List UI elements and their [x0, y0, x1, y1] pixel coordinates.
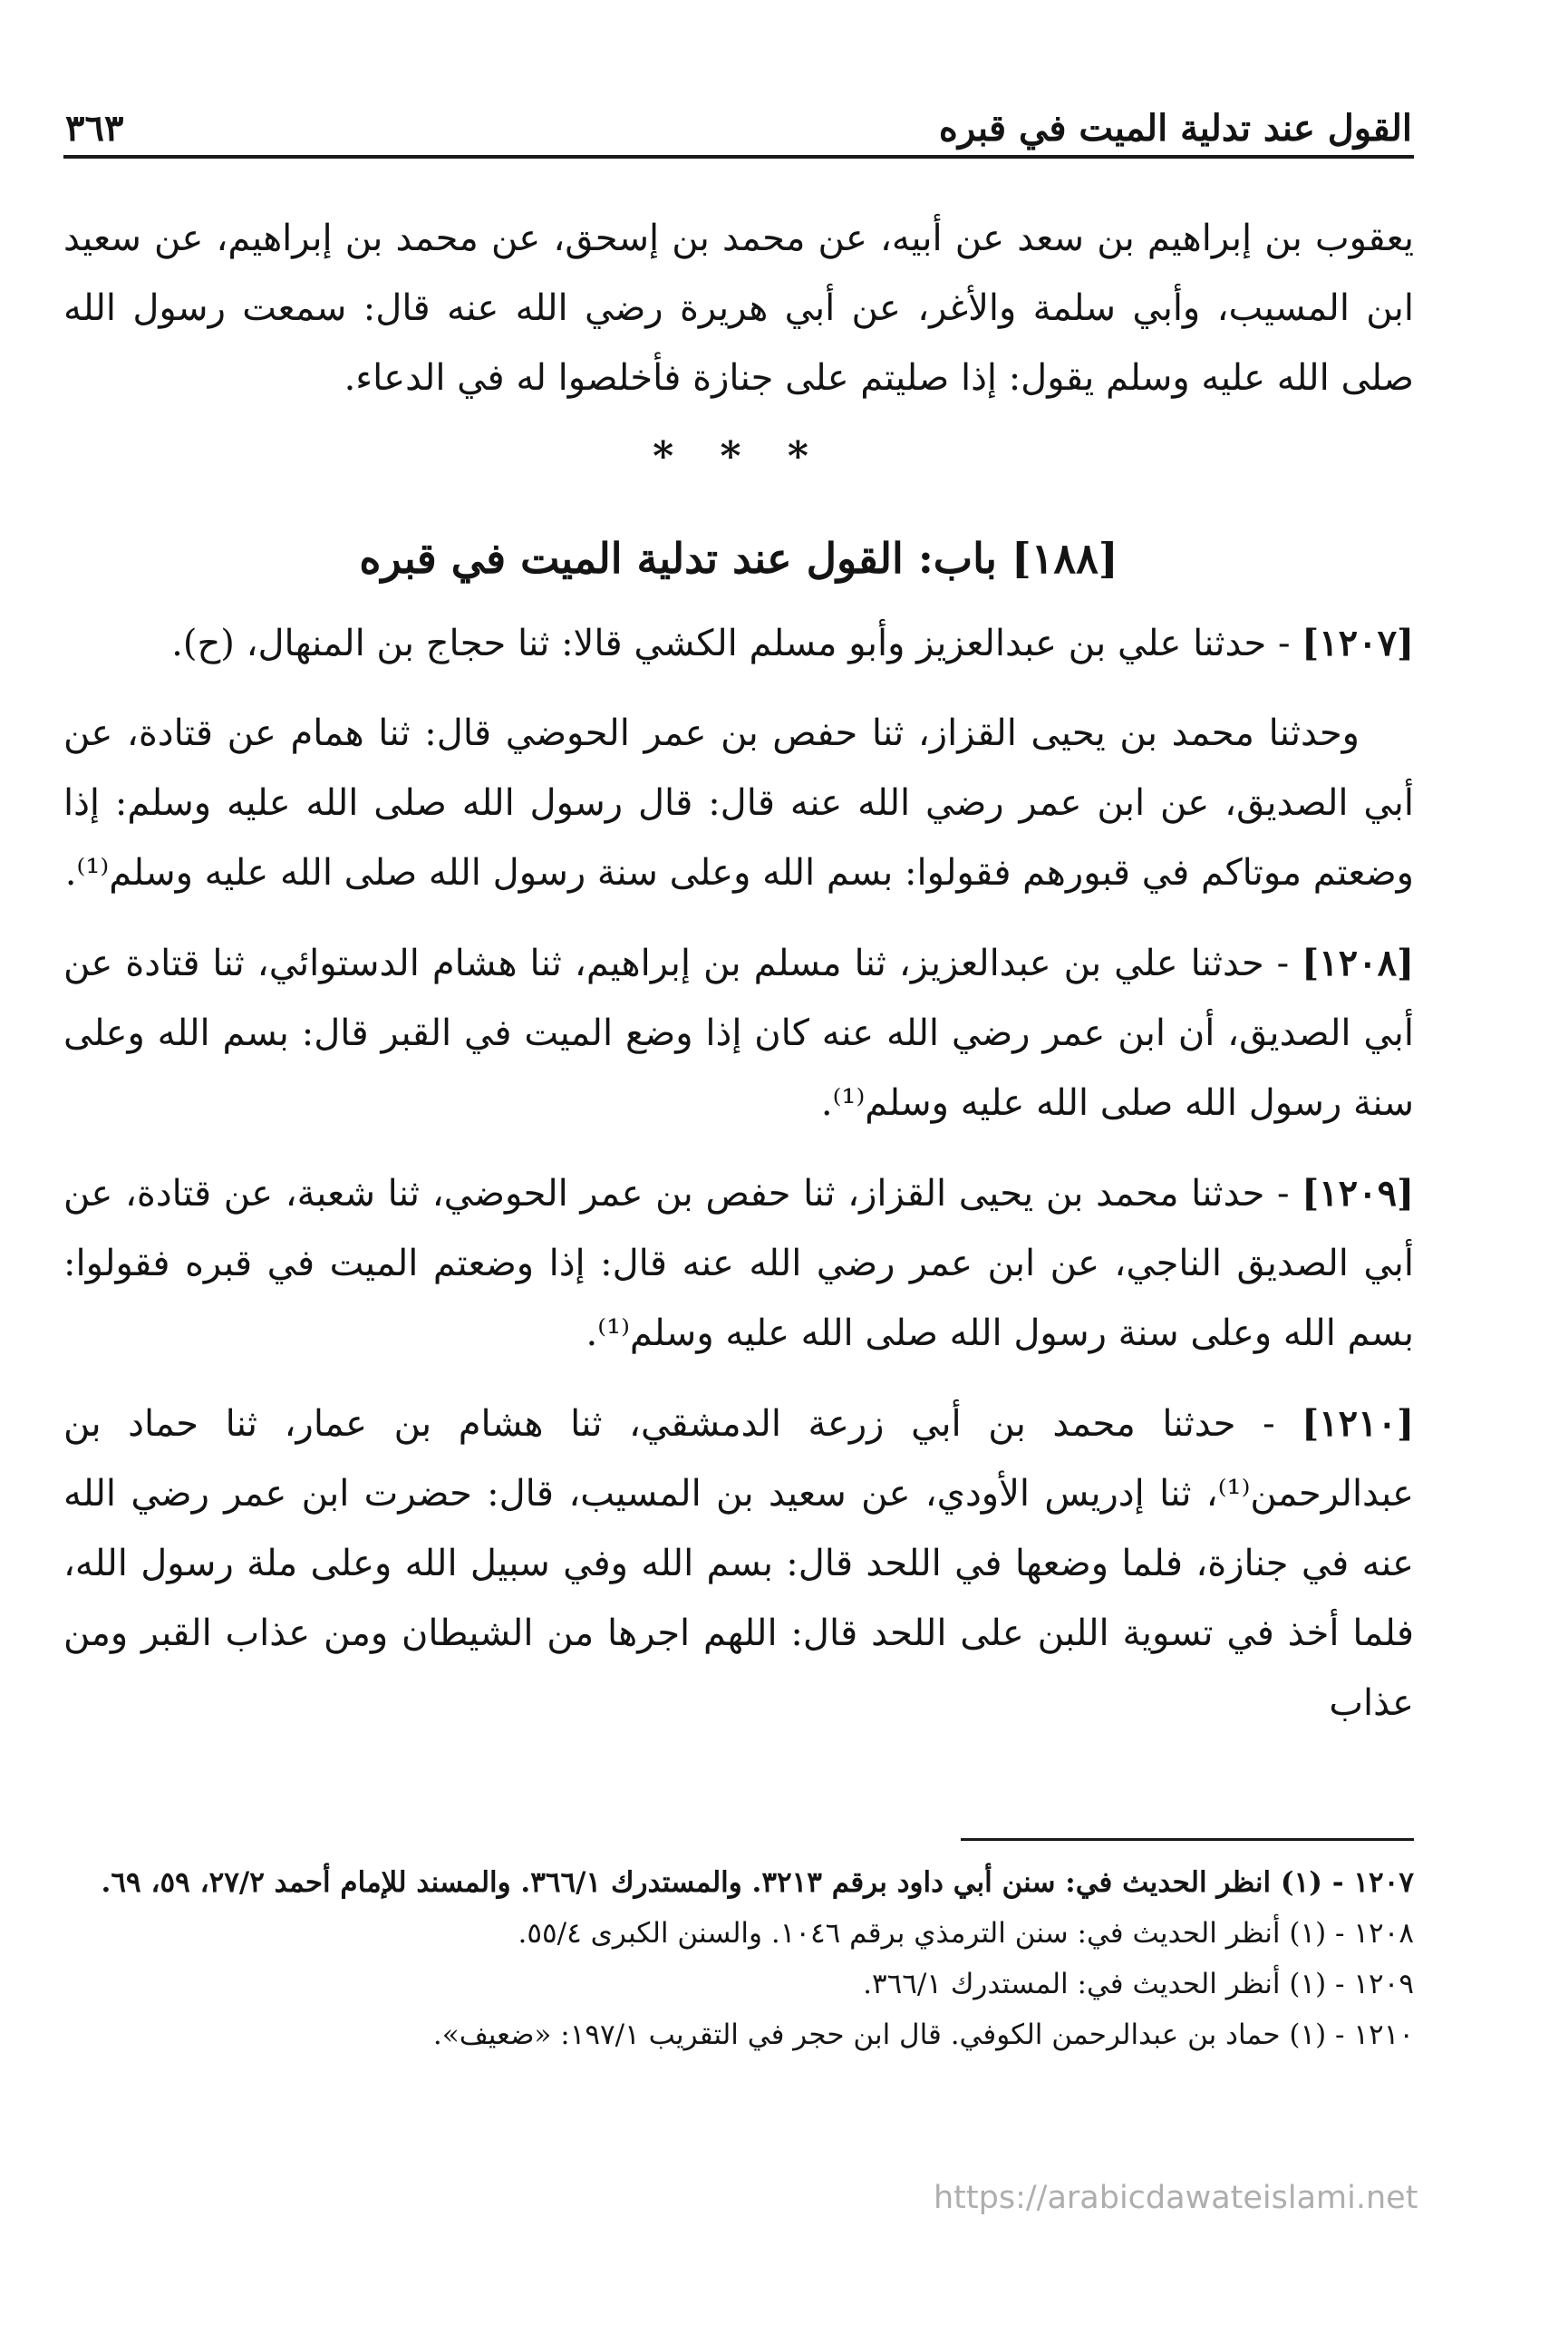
- running-title: القول عند تدلية الميت في قبره: [938, 107, 1412, 150]
- hadith-number: [١٢٠٨]: [1302, 942, 1414, 984]
- hadith-number: [١٢٠٩]: [1302, 1172, 1414, 1215]
- hadith-text: - حدثنا محمد بن يحيى القزاز، ثنا حفص بن عمر الحوضي، ثنا شعبة، عن قتادة، عن أبي الصديق الناجي، عن ابن عمر رضي الله عنه قال: إذا وضعتم الميت في قبره فقولوا: بسم الله وعلى سنة رسول الله صلى الله عليه وسلم⁽¹⁾.: [63, 1173, 1414, 1354]
- footnotes: [63, 1857, 1414, 2060]
- footnote-divider: [961, 1838, 1414, 1841]
- running-header: [63, 86, 1414, 159]
- hadith-text: - حدثنا علي بن عبدالعزيز وأبو مسلم الكشي قالا: ثنا حجاج بن المنهال، (ح).: [171, 623, 1291, 664]
- hadith-number: [١٢٠٧]: [1302, 622, 1414, 664]
- footnote-1208: ١٢٠٨ - (١) أنظر الحديث في: سنن الترمذي برقم ١٠٤٦. والسنن الكبرى ٥٥/٤.: [518, 1917, 1414, 1950]
- chapter-heading: [١٨٨] باب: القول عند تدلية الميت في قبره: [359, 534, 1118, 583]
- hadith-text: وحدثنا محمد بن يحيى القزاز، ثنا حفص بن عمر الحوضي قال: ثنا همام عن قتادة، عن أبي الصديق، عن ابن عمر رضي الله عنه قال: قال رسول الله صلى الله عليه وسلم: إذا وضعتم موتاكم في قبورهم فقولوا: بسم الله وعلى سنة رسول الله صلى الله عليه وسلم⁽¹⁾.: [63, 712, 1414, 894]
- hadith-1207: [63, 608, 1414, 679]
- hadith-text: - حدثنا محمد بن أبي زرعة الدمشقي، ثنا هشام بن عمار، ثنا حماد بن عبدالرحمن⁽¹⁾، ثنا إدريس الأودي، عن سعيد بن المسيب، قال: حضرت ابن عمر رضي الله عنه في جنازة، فلما وضعها في اللحد قال: بسم الله وفي سبيل الله وعلى ملة رسول الله، فلما أخذ في تسوية اللبن على اللحد قال: اللهم اجرها من الشيطان ومن عذاب القبر ومن عذاب: [63, 1403, 1414, 1724]
- hadith-1208: [63, 928, 1414, 1138]
- intro-paragraph: يعقوب بن إبراهيم بن سعد عن أبيه، عن محمد بن إسحق، عن محمد بن إبراهيم، عن سعيد ابن المسيب، وأبي سلمة والأغر، عن أبي هريرة رضي الله عنه قال: سمعت رسول الله صلى الله عليه وسلم يقول: إذا صليتم على جنازة فأخلصوا له في الدعاء.: [63, 218, 1414, 399]
- hadith-1207-continued: [63, 699, 1414, 908]
- hadith-1210: [63, 1389, 1414, 1738]
- hadith-1209: [63, 1158, 1414, 1369]
- hadith-number: [١٢١٠]: [1302, 1402, 1414, 1445]
- book-page: [63, 86, 1414, 2060]
- footnote-1207: ١٢٠٧ - (١) انظر الحديث في: سنن أبي داود برقم ٣٢١٣. والمستدرك ٣٦٦/١. والمسند للإمام أحمد ٢٧/٢، ٥٩، ٦٩.: [101, 1866, 1414, 1899]
- hadith-text: - حدثنا علي بن عبدالعزيز، ثنا مسلم بن إبراهيم، ثنا هشام الدستوائي، ثنا قتادة عن أبي الصديق، أن ابن عمر رضي الله عنه كان إذا وضع الميت في القبر قال: بسم الله وعلى سنة رسول الله صلى الله عليه وسلم⁽¹⁾.: [63, 943, 1414, 1124]
- footnote-1210: ١٢١٠ - (١) حماد بن عبدالرحمن الكوفي. قال ابن حجر في التقريب ١٩٧/١: «ضعيف».: [432, 2019, 1414, 2051]
- footnote-1209: ١٢٠٩ - (١) أنظر الحديث في: المستدرك ٣٦٦/١.: [863, 1968, 1414, 2000]
- page-body: [63, 204, 1414, 2060]
- page-number: ٣٦٣: [65, 107, 124, 150]
- section-divider-asterisks: * * *: [653, 433, 825, 479]
- watermark-url: https://arabicdawateislami.net: [934, 2180, 1418, 2216]
